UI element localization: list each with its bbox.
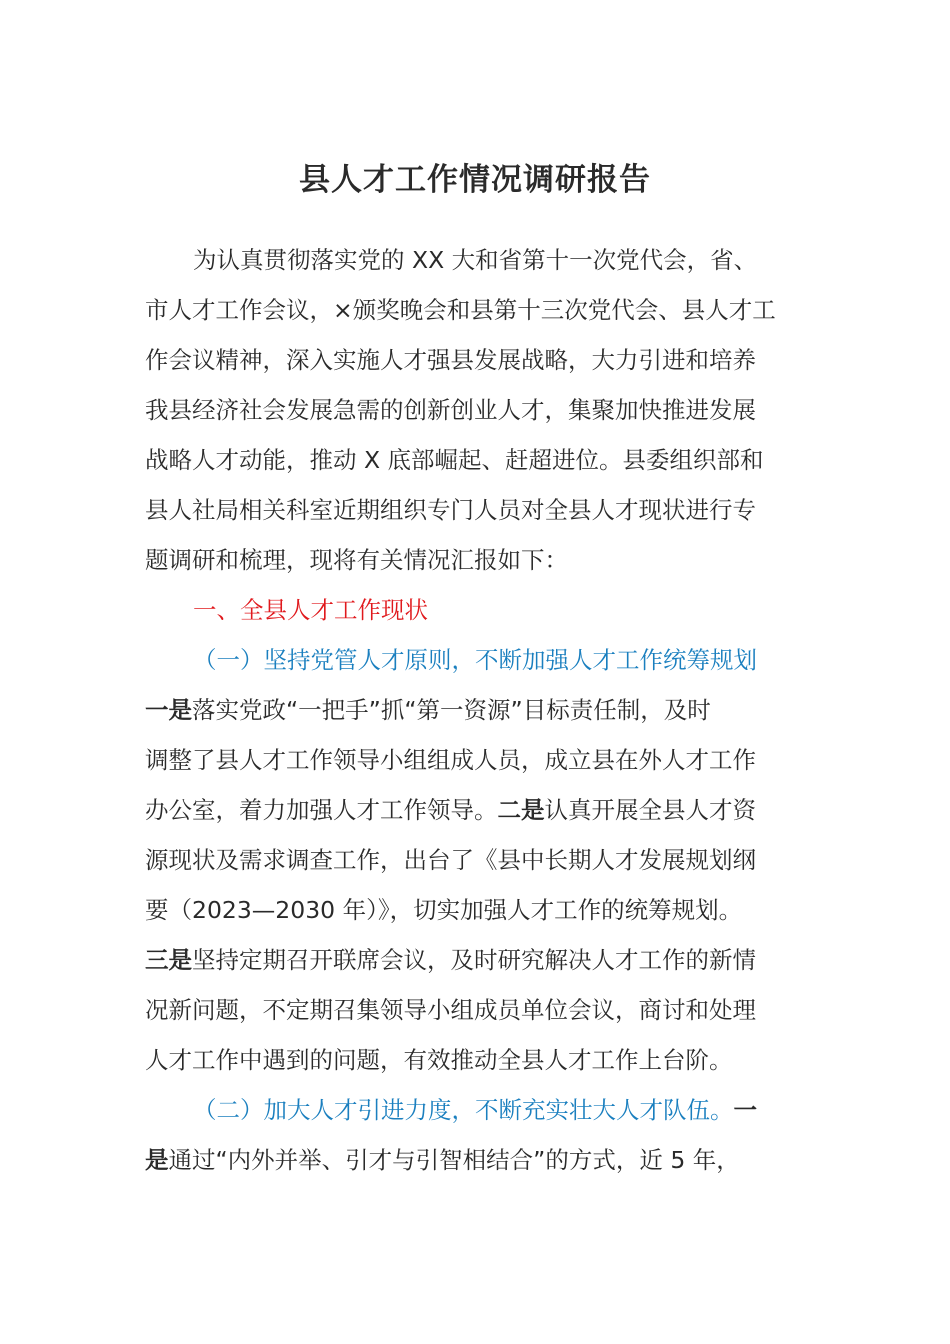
paragraph-line: 人才工作中遇到的问题，有效推动全县人才工作上台阶。 [145, 1046, 733, 1074]
line-text: 认真开展全县人才资 [544, 796, 756, 824]
paragraph-line [145, 785, 810, 835]
paragraph-line [145, 1085, 810, 1135]
paragraph-line [145, 935, 810, 985]
bold-lead: 二是 [497, 796, 545, 824]
paragraph-line: 源现状及需求调查工作，出台了《县中长期人才发展规划纲 [145, 846, 756, 874]
paragraph-line [145, 685, 810, 735]
subsection-heading: （二）加大人才引进力度，不断充实壮大人才队伍。 [193, 1096, 734, 1124]
paragraph-line: 为认真贯彻落实党的 XX 大和省第十一次党代会，省、 [193, 246, 758, 274]
paragraph-line: 要（2023—2030 年）》，切实加强人才工作的统筹规划。 [145, 896, 743, 924]
paragraph-line: 市人才工作会议，×颁奖晚会和县第十三次党代会、县人才工 [145, 296, 776, 324]
subsection-heading: （一）坚持党管人才原则，不断加强人才工作统筹规划 [193, 646, 757, 674]
paragraph-line: 调整了县人才工作领导小组组成人员，成立县在外人才工作 [145, 746, 756, 774]
document-body [145, 235, 810, 1185]
bold-lead: 三是 [145, 946, 192, 974]
line-text: 坚持定期召开联席会议，及时研究解决人才工作的新情 [192, 946, 756, 974]
paragraph-line [145, 1135, 810, 1185]
document-title: 县人才工作情况调研报告 [299, 162, 651, 198]
line-text: 落实党政“一把手”抓“第一资源”目标责任制，及时 [192, 696, 711, 724]
paragraph-line: 题调研和梳理，现将有关情况汇报如下： [145, 546, 568, 574]
section-heading: 一、全县人才工作现状 [193, 596, 428, 624]
bold-lead: 一 [733, 1096, 757, 1124]
bold-lead: 是 [145, 1146, 169, 1174]
paragraph-line: 作会议精神，深入实施人才强县发展战略，大力引进和培养 [145, 346, 756, 374]
paragraph-line: 战略人才动能，推动 X 底部崛起、赶超进位。县委组织部和 [145, 446, 764, 474]
line-text: 办公室，着力加强人才工作领导。 [145, 796, 498, 824]
bold-lead: 一是 [145, 696, 192, 724]
paragraph-line: 况新问题，不定期召集领导小组成员单位会议，商讨和处理 [145, 996, 756, 1024]
paragraph-line: 我县经济社会发展急需的创新创业人才，集聚加快推进发展 [145, 396, 756, 424]
paragraph-line: 县人社局相关科室近期组织专门人员对全县人才现状进行专 [145, 496, 756, 524]
line-text: 通过“内外并举、引才与引智相结合”的方式，近 5 年， [168, 1146, 740, 1174]
